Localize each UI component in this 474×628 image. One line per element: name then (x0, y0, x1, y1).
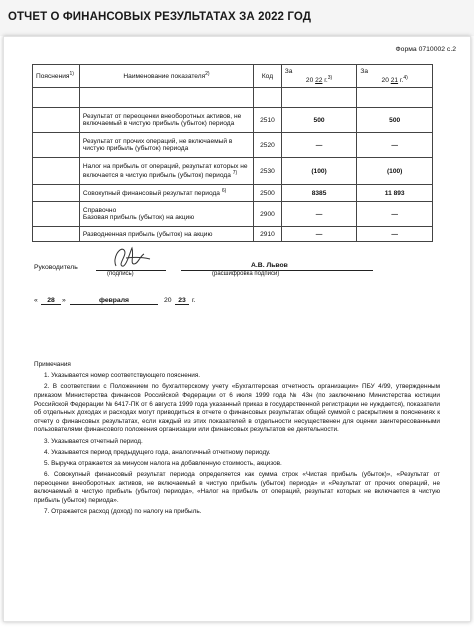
header-indicator (79, 65, 253, 88)
date-close-quote: » (62, 297, 66, 304)
notes-heading: Примечания (34, 361, 71, 368)
row-name: Разводненная прибыль (убыток) на акцию (79, 227, 253, 242)
table-row-spacer (33, 88, 433, 108)
notes-section (34, 361, 440, 519)
name-caption: (расшифровка подписи) (212, 271, 280, 277)
header-explanations-sup: 1) (69, 71, 74, 78)
note-item: 4. Указывается период предыдущего года, аналогичный отчетному периоду. (44, 448, 271, 456)
spacer-cell (357, 88, 433, 108)
note-item: 1. Указывается номер соответствующего пояснения. (44, 372, 201, 380)
row-name: Результат от переоценки внеоборотных активов, не включаемый в чистую прибыль (убыток) периода (79, 108, 253, 133)
table-row (33, 133, 433, 158)
form-code: Форма 0710002 с.2 (395, 46, 456, 53)
signature-caption: (подпись) (107, 271, 134, 277)
row-code: 2520 (254, 133, 282, 158)
period-previous-century: 20 (381, 77, 389, 85)
date-open-quote: « (34, 297, 38, 304)
row-value-previous: — (357, 133, 433, 158)
table-row (33, 108, 433, 133)
row-name: Справочно Базовая прибыль (убыток) на акцию (79, 202, 253, 227)
row-code: 2510 (254, 108, 282, 133)
period-previous-sup: 4) (403, 74, 408, 81)
row-code: 2900 (254, 202, 282, 227)
row-value-current: 500 (281, 108, 357, 133)
row-code: 2910 (254, 227, 282, 242)
spacer-cell (33, 88, 80, 108)
date-row (34, 297, 334, 311)
date-year-prefix: 20 (164, 297, 172, 304)
row-explanation-cell (33, 108, 80, 133)
period-current-year: 22 (315, 77, 323, 85)
row-name-cell (79, 158, 253, 185)
row-name-cell (79, 185, 253, 202)
row-value-current: (100) (281, 158, 357, 185)
period-current-prefix: За (284, 67, 293, 75)
row-explanation-cell (33, 202, 80, 227)
row-value-current: — (281, 202, 357, 227)
financial-results-table (32, 64, 433, 242)
date-year: 23 (175, 297, 189, 305)
spacer-cell (281, 88, 357, 108)
date-year-suffix: г. (192, 297, 196, 304)
row-name-sup: 6) (221, 188, 227, 195)
row-name: Налог на прибыль от операций, результат которых не включается в чистую прибыль (убыток) периода (82, 162, 248, 180)
row-explanation-cell (33, 158, 80, 185)
period-current-g: г. (324, 77, 328, 85)
note-item: 5. Выручка отражается за минусом налога на добавленную стоимость, акцизов. (44, 459, 282, 467)
row-value-current: — (281, 227, 357, 242)
note-item: 3. Указывается отчетный период. (44, 437, 143, 445)
period-current-sup: 3) (327, 74, 333, 81)
row-value-previous: — (357, 227, 433, 242)
header-period-previous (357, 65, 433, 88)
header-explanations-label: Пояснения (36, 73, 70, 81)
period-previous-g: г. (399, 77, 404, 85)
row-code: 2530 (254, 158, 282, 185)
note-item: 2. В соответствии с Положением по бухгалтерскому учету «Бухгалтерская отчетность организации» ПБУ 4/99, утвержденным приказом Министерства финансов Российской Федерации от 6 июля 1999 года № 43н (по заключению Министерства юстиции Российской Федерации № 6417-ПК от 6 августа 1999 года указанный приказ в государственной регистрации не нуждается), показатели об отдельных доходах и расходах могут приводиться в отчете о финансовых результатах общей суммой с раскрытием в пояснениях к отчету о финансовых результатах, если каждый из этих показателей в отдельности несущественен для оценки заинтересованными пользователями финансового положения организации или финансовых результатов ее деятельности. (34, 383, 440, 434)
header-indicator-sup: 2) (205, 71, 210, 78)
period-previous-prefix: За (360, 67, 369, 75)
table-row (33, 158, 433, 185)
row-name: Совокупный финансовый результат периода (82, 190, 220, 198)
spacer-cell (79, 88, 253, 108)
row-name-sup: 7) (232, 169, 238, 176)
header-code: Код (254, 65, 282, 88)
signatory-name: А.В. Львов (251, 262, 288, 269)
period-previous-year: 21 (390, 77, 399, 85)
page-header (0, 0, 474, 36)
row-value-previous: (100) (357, 158, 433, 185)
table-row (33, 202, 433, 227)
note-item: 6. Совокупный финансовый результат периода определяется как сумма строк «Чистая прибыль (убыток)», «Результат от переоценки внеоборотных активов, не включаемый в чистую прибыль (убыток) периода» и «Результат от прочих операций, не включаемый в чистую прибыль (убыток) периода», «Налог на прибыль от операций, результат которых не включается в чистую прибыль (убыток) периода». (34, 471, 440, 504)
row-explanation-cell (33, 185, 80, 202)
row-explanation-cell (33, 133, 80, 158)
handwritten-signature-icon (104, 242, 154, 272)
table-row (33, 185, 433, 202)
page-title: ОТЧЕТ О ФИНАНСОВЫХ РЕЗУЛЬТАТАХ ЗА 2022 ГОД (8, 11, 312, 23)
row-explanation-cell (33, 227, 80, 242)
header-indicator-label: Наименование показателя (123, 73, 206, 81)
table-header-row (33, 65, 433, 88)
period-current-century: 20 (305, 77, 314, 85)
spacer-cell (254, 88, 282, 108)
note-item: 7. Отражается расход (доход) по налогу на прибыль. (44, 508, 202, 516)
row-name: Результат от прочих операций, не включаемый в чистую прибыль (убыток) периода (79, 133, 253, 158)
row-value-previous: — (357, 202, 433, 227)
row-value-current: — (281, 133, 357, 158)
row-value-previous: 500 (357, 108, 433, 133)
row-value-previous: 11 893 (357, 185, 433, 202)
row-code: 2500 (254, 185, 282, 202)
date-day: 28 (41, 297, 61, 305)
table-row (33, 227, 433, 242)
header-explanations (33, 65, 80, 88)
signature-label: Руководитель (34, 264, 78, 271)
header-period-current (281, 65, 357, 88)
date-month: февраля (70, 297, 158, 305)
row-value-current: 8385 (281, 185, 357, 202)
